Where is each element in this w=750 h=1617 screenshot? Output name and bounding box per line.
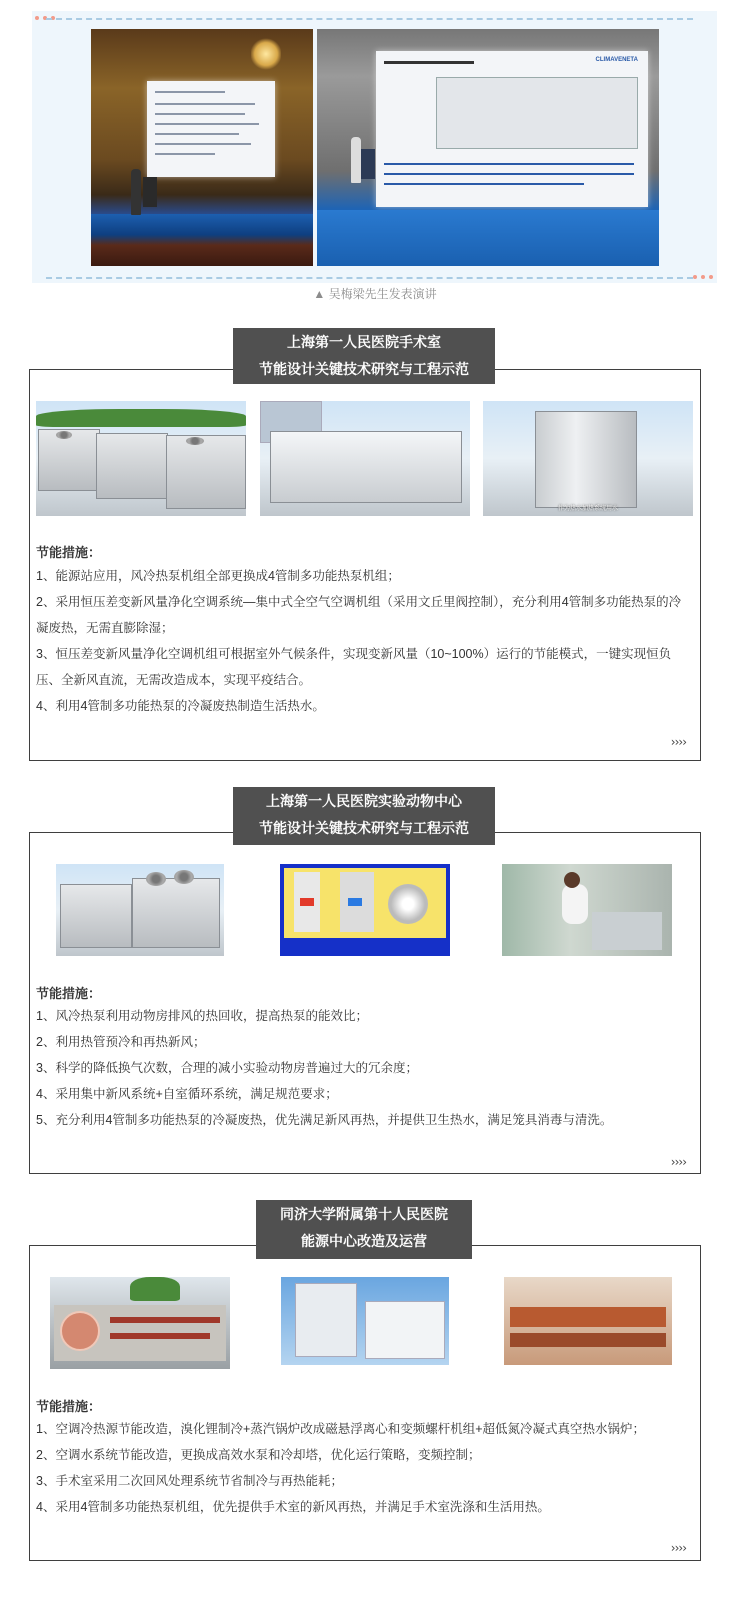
speech-photo-banner bbox=[32, 11, 717, 283]
decorative-dots bbox=[693, 275, 713, 279]
project-section-1 bbox=[29, 369, 701, 761]
more-link[interactable]: ›››› bbox=[670, 1541, 686, 1555]
measure-item: 2、利用热管预冷和再热新风； bbox=[36, 1035, 206, 1049]
speaker-figure bbox=[131, 169, 141, 215]
project-section-3 bbox=[29, 1245, 701, 1561]
project-image-rooftop-units bbox=[56, 864, 224, 956]
stage bbox=[317, 210, 659, 266]
image-caption: 作为热水加热系统用水 bbox=[557, 506, 618, 512]
measure-item: 2、采用恒压差变新风量净化空调系统—集中式全空气空调机组（采用文丘里阀控制），充分利用4管制多功能热泵的冷凝废热，无需直膨除湿； bbox=[36, 595, 682, 635]
measure-item: 3、科学的降低换气次数，合理的减小实验动物房普遍过大的冗余度； bbox=[36, 1061, 418, 1075]
project-image-water-tank bbox=[483, 401, 693, 516]
photo-caption: ▲ 吴梅梁先生发表演讲 bbox=[313, 287, 437, 301]
measures-list bbox=[36, 563, 688, 719]
speech-photo-2 bbox=[317, 29, 659, 266]
more-link[interactable]: ›››› bbox=[670, 1155, 686, 1169]
measures-heading: 节能措施： bbox=[36, 1399, 102, 1414]
speaker-figure bbox=[351, 137, 361, 183]
measures-list bbox=[36, 1416, 688, 1520]
projection-screen bbox=[376, 51, 648, 207]
project-image-system-diagram bbox=[280, 864, 450, 956]
project-image-heat-pumps bbox=[36, 401, 246, 516]
measure-item: 2、空调水系统节能改造，更换成高效水泵和冷却塔，优化运行策略，变频控制； bbox=[36, 1448, 481, 1462]
measure-item: 3、恒压差变新风量净化空调机组可根据室外气候条件，实现变新风量（10~100%）运行的节能模式，一键实现恒负压、全新风直流，无需改造成本，实现平疫结合。 bbox=[36, 647, 672, 687]
project-image-washing-room bbox=[504, 1277, 672, 1365]
podium bbox=[143, 177, 157, 207]
measures-heading: 节能措施： bbox=[36, 986, 102, 1001]
measures-heading: 节能措施： bbox=[36, 545, 102, 560]
project-image-hospital-buildings bbox=[281, 1277, 449, 1365]
project-image-lab-worker bbox=[502, 864, 672, 956]
measure-item: 1、风冷热泵利用动物房排风的热回收，提高热泵的能效比； bbox=[36, 1009, 368, 1023]
measure-item: 3、手术室采用二次回风处理系统节省制冷与再热能耗； bbox=[36, 1474, 343, 1488]
measure-item: 1、能源站应用，风冷热泵机组全部更换成4管制多功能热泵机组； bbox=[36, 569, 400, 583]
measure-item: 4、采用集中新风系统+自室循环系统，满足规范要求； bbox=[36, 1087, 338, 1101]
climaveneta-logo: CLIMAVENETA bbox=[595, 57, 638, 63]
measure-item: 1、空调冷热源节能改造，溴化锂制冷+蒸汽锅炉改成磁悬浮离心和变频螺杆机组+超低氮冷凝式真空热水锅炉； bbox=[36, 1422, 646, 1436]
dashed-divider bbox=[46, 277, 693, 279]
project-image-air-handler bbox=[260, 401, 470, 516]
section-title-3: 同济大学附属第十人民医院 能源中心改造及运营 bbox=[256, 1200, 472, 1259]
measures-list bbox=[36, 1003, 688, 1133]
projection-screen bbox=[147, 81, 275, 177]
more-link[interactable]: ›››› bbox=[670, 735, 686, 749]
section-title-1: 上海第一人民医院手术室 节能设计关键技术研究与工程示范 bbox=[233, 328, 495, 384]
project-section-2 bbox=[29, 832, 701, 1174]
stage bbox=[91, 214, 313, 266]
speech-photo-1 bbox=[91, 29, 313, 266]
measure-item: 5、充分利用4管制多功能热泵的冷凝废热，优先满足新风再热，并提供卫生热水，满足笼具消毒与清洗。 bbox=[36, 1113, 613, 1127]
section-title-2: 上海第一人民医院实验动物中心 节能设计关键技术研究与工程示范 bbox=[233, 787, 495, 845]
measure-item: 4、利用4管制多功能热泵的冷凝废热制造生活热水。 bbox=[36, 699, 325, 713]
project-image-hospital-sign bbox=[50, 1277, 230, 1369]
podium bbox=[361, 149, 375, 179]
dashed-divider bbox=[46, 18, 693, 20]
chandelier-image bbox=[251, 37, 281, 71]
measure-item: 4、采用4管制多功能热泵机组，优先提供手术室的新风再热，并满足手术室洗涤和生活用热。 bbox=[36, 1500, 550, 1514]
